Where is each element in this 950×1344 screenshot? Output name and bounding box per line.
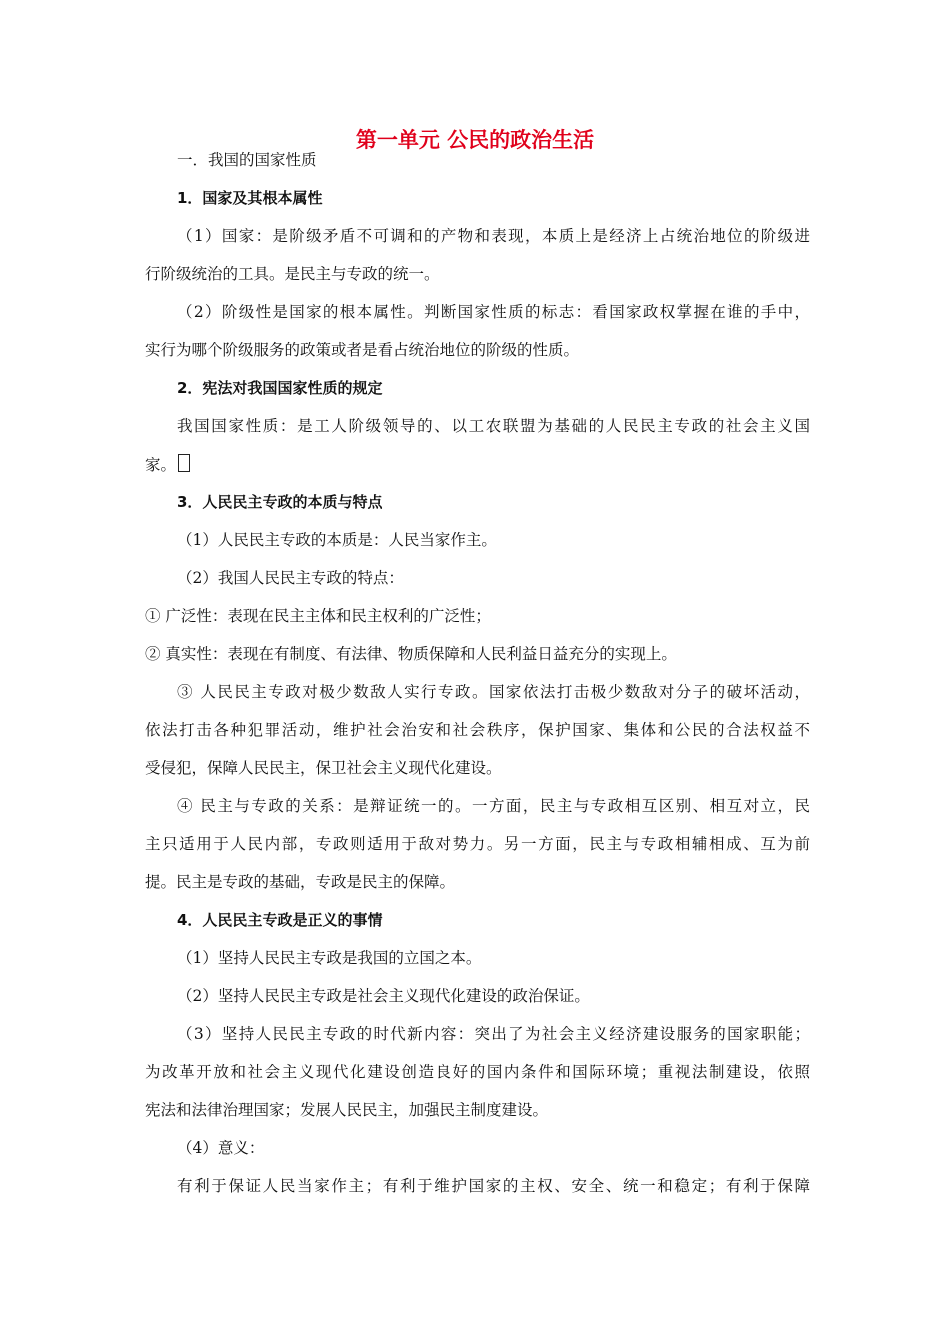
subheading-1: 1．国家及其根本属性 <box>177 189 323 207</box>
paragraph-line <box>145 454 810 475</box>
paragraph-line: 依法打击各种犯罪活动，维护社会治安和社会秩序，保护国家、集体和公民的合法权益不 <box>145 721 810 739</box>
paragraph-line: （2）我国人民民主专政的特点： <box>177 569 404 587</box>
paragraph-line: 受侵犯，保障人民民主，保卫社会主义现代化建设。 <box>145 759 502 777</box>
paragraph-line: 行阶级统治的工具。是民主与专政的统一。 <box>145 265 440 283</box>
subheading-2: 2．宪法对我国国家性质的规定 <box>177 379 383 397</box>
paragraph-line: （3）坚持人民民主专政的时代新内容：突出了为社会主义经济建设服务的国家职能； <box>177 1025 810 1043</box>
paragraph-line: 实行为哪个阶级服务的政策或者是看占统治地位的阶级的性质。 <box>145 341 580 359</box>
paragraph-line: （1）人民民主专政的本质是：人民当家作主。 <box>177 531 497 549</box>
paragraph-line: （1）坚持人民民主专政是我国的立国之本。 <box>177 949 482 967</box>
paragraph-line: （2）阶级性是国家的根本属性。判断国家性质的标志：看国家政权掌握在谁的手中， <box>177 303 810 321</box>
subheading-3: 3．人民民主专政的本质与特点 <box>177 493 383 511</box>
paragraph-line: 我国国家性质：是工人阶级领导的、以工农联盟为基础的人民民主专政的社会主义国 <box>177 417 810 435</box>
paragraph-line: 有利于保证人民当家作主；有利于维护国家的主权、安全、统一和稳定；有利于保障 <box>177 1177 810 1195</box>
paragraph-line: ① 广泛性：表现在民主主体和民主权利的广泛性； <box>145 607 491 625</box>
paragraph-line: 提。民主是专政的基础，专政是民主的保障。 <box>145 873 456 891</box>
paragraph-line: （4）意义： <box>177 1139 265 1157</box>
paragraph-line: 为改革开放和社会主义现代化建设创造良好的国内条件和国际环境；重视法制建设，依照 <box>145 1063 810 1081</box>
section-heading: 一．我国的国家性质 <box>177 151 317 169</box>
paragraph-line: （2）坚持人民民主专政是社会主义现代化建设的政治保证。 <box>177 987 590 1005</box>
paragraph-line: ③ 人民民主专政对极少数敌人实行专政。国家依法打击极少数敌对分子的破坏活动， <box>177 683 810 701</box>
paragraph-line: ② 真实性：表现在有制度、有法律、物质保障和人民利益日益充分的实现上。 <box>145 645 677 663</box>
placeholder-box-icon <box>178 454 190 472</box>
paragraph-line: 主只适用于人民内部，专政则适用于敌对势力。另一方面，民主与专政相辅相成、互为前 <box>145 835 810 853</box>
paragraph-text: 家。 <box>145 456 177 474</box>
paragraph-line: ④ 民主与专政的关系：是辩证统一的。一方面，民主与专政相互区别、相互对立，民 <box>177 797 810 815</box>
page-title: 第一单元 公民的政治生活 <box>355 128 595 152</box>
paragraph-line: 宪法和法律治理国家；发展人民民主，加强民主制度建设。 <box>145 1101 549 1119</box>
subheading-4: 4．人民民主专政是正义的事情 <box>177 911 383 929</box>
paragraph-line: （1）国家：是阶级矛盾不可调和的产物和表现，本质上是经济上占统治地位的阶级进 <box>177 227 810 245</box>
